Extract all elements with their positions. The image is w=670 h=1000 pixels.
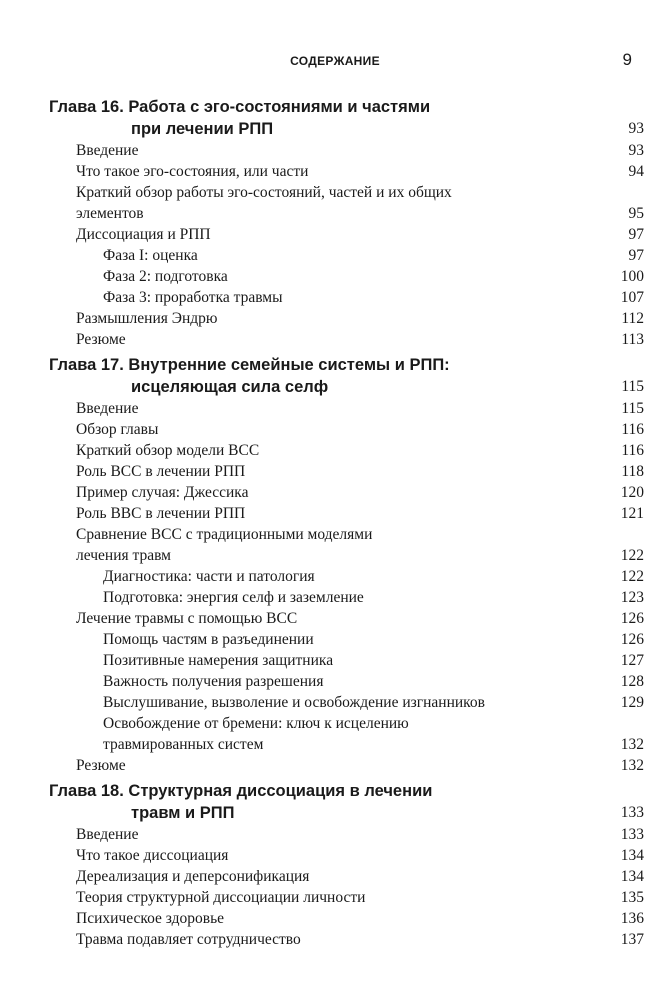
toc-entry — [49, 224, 644, 245]
toc-entry — [49, 140, 644, 161]
chapter-title-line: исцеляющая сила селф — [131, 378, 329, 396]
chapter-page-number: 115 — [621, 378, 644, 395]
toc-entry — [49, 824, 644, 845]
toc-subentry — [49, 629, 644, 650]
toc-entry-text: элементов — [76, 205, 144, 222]
toc-entry — [49, 887, 644, 908]
toc-subentry — [49, 287, 644, 308]
toc-entry-page-number: 122 — [620, 547, 644, 564]
chapter-page-number: 93 — [628, 120, 644, 137]
toc-entry — [49, 503, 644, 524]
toc-subentry — [49, 566, 644, 587]
toc-entry-page-number: 133 — [620, 826, 644, 843]
toc-entry-page-number: 118 — [621, 463, 644, 480]
table-of-contents — [49, 96, 644, 950]
toc-entry-text: Резюме — [76, 331, 126, 348]
toc-entry — [49, 329, 644, 350]
chapter-title-line: Глава 17. Внутренние семейные системы и РПП: — [49, 356, 450, 374]
toc-entry-text: Подготовка: энергия селф и заземление — [103, 589, 364, 606]
toc-entry-page-number: 121 — [620, 505, 644, 522]
toc-entry-page-number: 122 — [620, 568, 644, 585]
toc-entry-text: Травма подавляет сотрудничество — [76, 931, 301, 948]
page-number: 9 — [622, 50, 632, 69]
toc-entry-text: Сравнение ВСС с традиционными моделями — [76, 526, 373, 543]
chapter-heading — [49, 354, 644, 398]
toc-entry-text: Роль ВСС в лечении РПП — [76, 463, 246, 480]
toc-subentry — [49, 266, 644, 287]
toc-entry-text: Фаза 3: проработка травмы — [103, 289, 283, 306]
toc-entry — [49, 440, 644, 461]
toc-entry — [49, 755, 644, 776]
toc-entry-text: Введение — [76, 142, 139, 159]
toc-entry-text: Диагностика: части и патология — [103, 568, 315, 585]
toc-subentry — [49, 245, 644, 266]
chapter-title-line: при лечении РПП — [131, 120, 274, 138]
toc-entry-text: Фаза 2: подготовка — [103, 268, 228, 285]
toc-entry-text: Пример случая: Джессика — [76, 484, 249, 501]
toc-entry — [49, 929, 644, 950]
toc-entry-text: Психическое здоровье — [76, 910, 225, 927]
toc-entry — [49, 524, 644, 566]
toc-entry-text: Помощь частям в разъединении — [103, 631, 314, 648]
toc-subentry — [49, 587, 644, 608]
chapter-title-line: травм и РПП — [131, 804, 235, 822]
toc-entry — [49, 182, 644, 224]
toc-entry-text: Важность получения разрешения — [103, 673, 324, 690]
chapter-page-number: 133 — [620, 804, 644, 821]
toc-entry — [49, 308, 644, 329]
toc-entry-text: травмированных систем — [103, 736, 264, 753]
page-header — [0, 50, 670, 74]
toc-entry-page-number: 115 — [621, 400, 644, 417]
toc-entry-text: Резюме — [76, 757, 126, 774]
toc-entry-page-number: 97 — [628, 247, 644, 264]
toc-entry-text: Лечение травмы с помощью ВСС — [76, 610, 298, 627]
toc-entry-page-number: 126 — [620, 631, 644, 648]
toc-entry-page-number: 107 — [620, 289, 644, 306]
toc-entry-text: Дереализация и деперсонификация — [76, 868, 310, 885]
toc-entry-text: Что такое эго-состояния, или части — [76, 163, 309, 180]
toc-entry-text: Позитивные намерения защитника — [103, 652, 334, 669]
toc-entry — [49, 908, 644, 929]
toc-entry-text: Размышления Эндрю — [76, 310, 218, 327]
toc-entry-text: Краткий обзор работы эго-состояний, частей и их общих — [76, 184, 452, 201]
toc-entry-page-number: 135 — [620, 889, 644, 906]
toc-entry-page-number: 128 — [620, 673, 644, 690]
chapter-heading — [49, 780, 644, 824]
toc-entry-page-number: 132 — [620, 736, 644, 753]
toc-entry-text: Диссоциация и РПП — [76, 226, 211, 243]
toc-entry-page-number: 132 — [620, 757, 644, 774]
toc-entry-page-number: 95 — [628, 205, 644, 222]
toc-entry-page-number: 100 — [620, 268, 644, 285]
chapter-title-line: Глава 18. Структурная диссоциация в лечении — [49, 782, 433, 800]
toc-entry-text: Освобождение от бремени: ключ к исцелению — [103, 715, 409, 732]
toc-entry-page-number: 113 — [621, 331, 644, 348]
toc-subentry — [49, 713, 644, 755]
toc-entry-page-number: 116 — [621, 421, 644, 438]
toc-entry — [49, 419, 644, 440]
toc-entry — [49, 608, 644, 629]
toc-entry — [49, 845, 644, 866]
toc-entry — [49, 398, 644, 419]
running-title: СОДЕРЖАНИЕ — [290, 54, 380, 68]
toc-entry-text: Введение — [76, 826, 139, 843]
toc-entry-page-number: 123 — [620, 589, 644, 606]
toc-entry-text: Роль ВВС в лечении РПП — [76, 505, 246, 522]
toc-entry-page-number: 120 — [620, 484, 644, 501]
toc-subentry — [49, 650, 644, 671]
toc-subentry — [49, 671, 644, 692]
toc-entry — [49, 482, 644, 503]
chapter-heading — [49, 96, 644, 140]
toc-entry-text: Теория структурной диссоциации личности — [76, 889, 366, 906]
toc-entry-page-number: 116 — [621, 442, 644, 459]
toc-entry-page-number: 127 — [620, 652, 644, 669]
toc-entry-page-number: 134 — [620, 868, 644, 885]
toc-entry-text: лечения травм — [76, 547, 171, 564]
toc-entry-page-number: 137 — [620, 931, 644, 948]
toc-entry-page-number: 129 — [620, 694, 644, 711]
toc-entry-page-number: 126 — [620, 610, 644, 627]
toc-entry — [49, 461, 644, 482]
toc-entry-page-number: 136 — [620, 910, 644, 927]
chapter-title-line: Глава 16. Работа с эго-состояниями и частями — [49, 98, 431, 116]
toc-entry-page-number: 134 — [620, 847, 644, 864]
toc-entry-page-number: 112 — [621, 310, 644, 327]
toc-entry-page-number: 94 — [628, 163, 644, 180]
toc-entry-text: Что такое диссоциация — [76, 847, 229, 864]
toc-entry-page-number: 93 — [628, 142, 644, 159]
toc-entry — [49, 161, 644, 182]
toc-entry-text: Выслушивание, вызволение и освобождение изгнанников — [103, 694, 485, 711]
toc-entry-page-number: 97 — [628, 226, 644, 243]
toc-entry — [49, 866, 644, 887]
toc-subentry — [49, 692, 644, 713]
toc-entry-text: Краткий обзор модели ВСС — [76, 442, 260, 459]
toc-entry-text: Фаза I: оценка — [103, 247, 198, 264]
toc-entry-text: Обзор главы — [76, 421, 159, 438]
toc-entry-text: Введение — [76, 400, 139, 417]
